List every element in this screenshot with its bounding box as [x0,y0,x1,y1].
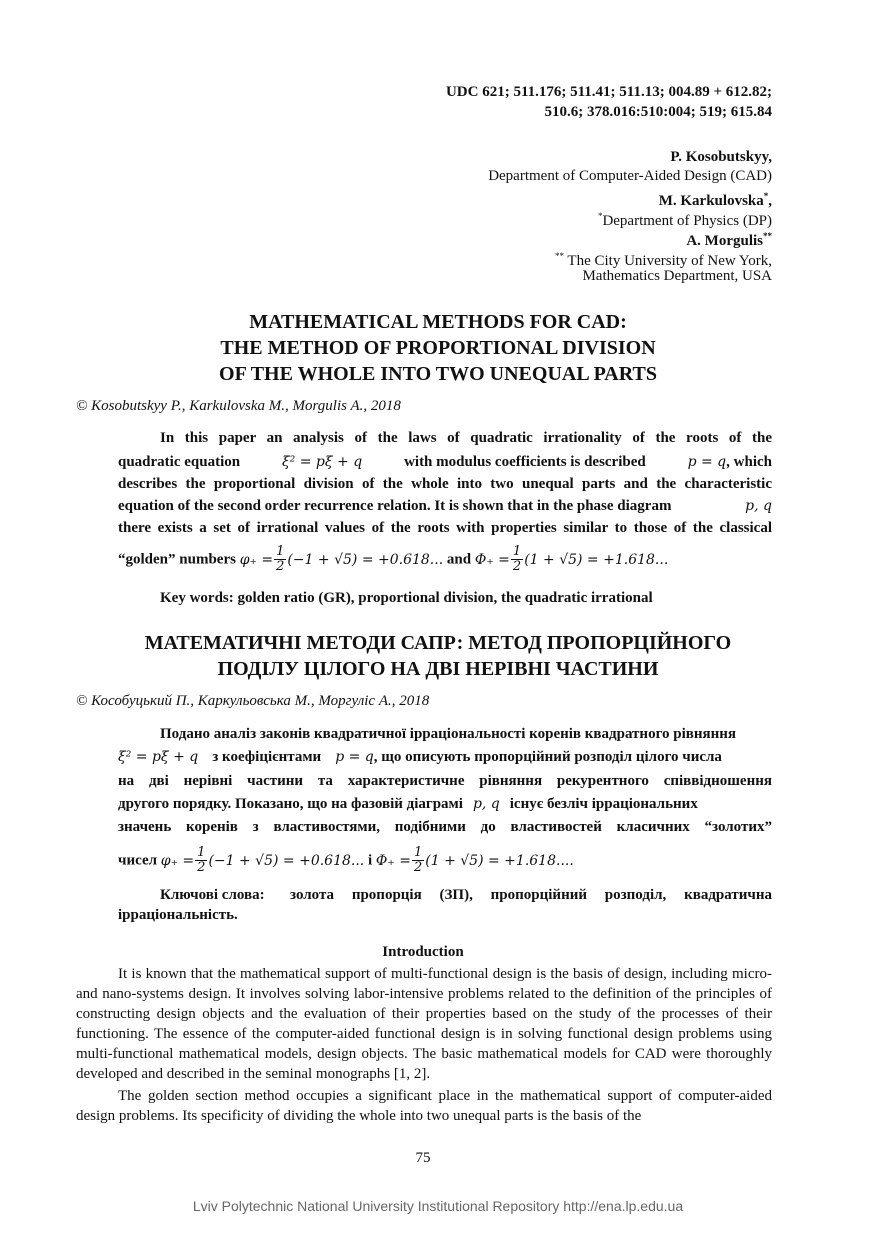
repository-footer: Lviv Polytechnic National University Institutional Repository http://ena.lp.edu.ua [192,1198,684,1214]
keywords-ua-text-2: ірраціональність. [118,907,238,923]
keywords-ua-text: золота пропорція (ЗП), пропорційний розподіл, квадратична [290,887,772,903]
author-1-affiliation: Department of Computer-Aided Design (CAD) [488,168,772,184]
title-ua-line-2: ПОДІЛУ ЦІЛОГО НА ДВІ НЕРІВНІ ЧАСТИНИ [217,658,659,680]
abstract-en-line-2: quadratic equation ξ² = pξ + q with modulus coefficients is described p = q, which [118,451,772,473]
introduction-heading: Introduction [382,944,464,960]
author-3-name: A. Morgulis** [686,231,772,249]
abstract-ua-line-5: значень коренів з властивостями, подібними до властивостей класичних “золотих” [118,819,772,835]
title-en-line-1: MATHEMATICAL METHODS FOR CAD: [249,311,627,333]
author-3-affiliation-dept: Mathematics Department, USA [582,268,772,284]
abstract-en-line-5: there exists a set of irrational values of the roots with properties similar to those of the classical [118,520,772,536]
title-ua-line-1: МАТЕМАТИЧНІ МЕТОДИ САПР: МЕТОД ПРОПОРЦІЙНОГО [144,632,732,654]
author-2-affiliation: *Department of Physics (DP) [597,211,772,229]
author-1-name: P. Kosobutskyy, [670,149,772,165]
copyright-en: © Kosobutskyy P., Karkulovska M., Morgulis A., 2018 [76,398,401,414]
Phi-plus-formula: Φ₊ = $\frac{1}{2}$ (1 + √5) = +1.618... [474,544,669,574]
quadratic-equation: ξ² = pξ + q [281,454,363,470]
abstract-ua-line-2: ξ² = pξ + q з коефіцієнтами p = q, що описують пропорційний розподіл цілого числа [118,749,722,765]
coefficient-condition: p = q [687,454,727,470]
copyright-ua: © Кособуцький П., Каркульовська М., Моргуліс А., 2018 [76,693,430,709]
phi-plus-formula: φ₊ = $\frac{1}{2}$ (−1 + √5) = +0.618... [239,544,444,574]
introduction-paragraph-1: It is known that the mathematical support of multi-functional design is the basis of design, including micro-and nano-systems design. It involves solving labor-intensive problems related to the definition of the principles of constructing design objects and the evaluation of their properties based on the study of the processes of their functioning. The essence of the computer-aided functional design is in solving functional design problems using multi-functional mathematical models, design objects. The basic mathematical models for CAD were thoroughly developed and described in the seminal monographs [1, 2]. [76,966,772,1082]
title-en-line-2: THE METHOD OF PROPORTIONAL DIVISION [220,337,656,359]
title-en-line-3: OF THE WHOLE INTO TWO UNEQUAL PARTS [219,363,657,385]
abstract-ua-line-1: Подано аналіз законів квадратичної ірраціональності коренів квадратного рівняння [160,726,737,742]
udc-line-2: 510.6; 378.016:510:004; 519; 615.84 [544,104,772,120]
udc-line-1: UDC 621; 511.176; 511.41; 511.13; 004.89 + 612.82; [445,84,772,100]
author-2-name: M. Karkulovska*, [658,191,772,209]
abstract-ua-line-6: чисел φ₊ = $\frac{1}{2}$ (−1 + √5) = +0.618... і Φ₊ = $\frac{1}{2}$ (1 + √5) = +1.618.... [118,845,574,875]
abstract-en-line-4: equation of the second order recurrence relation. It is shown that in the phase diagram p, q [118,498,772,514]
abstract-ua-line-4: другого порядку. Показано, що на фазовій діаграмі p, q існує безліч ірраціональних [118,796,698,812]
abstract-en [118,427,772,574]
keywords-ua: Ключові слова: [160,887,265,903]
abstract-en-line-3: describes the proportional division of the whole into two unequal parts and the characteristic [118,476,772,492]
abstract-ua [118,723,772,745]
author-3-affiliation: ** The City University of New York, [554,251,772,269]
introduction-paragraph-2: The golden section method occupies a significant place in the mathematical support of computer-aided design problems. Its specificity of dividing the whole into two unequal parts is the basis of the [76,1088,772,1124]
abstract-ua-line-3: на дві нерівні частини та характеристичне рівняння рекурентного співвідношення [118,773,772,789]
abstract-en-line-1: In this paper an analysis of the laws of quadratic irrationality of the roots of the [160,430,772,446]
keywords-en: Key words: golden ratio (GR), proportional division, the quadratic irrational [160,590,653,606]
page-number: 75 [415,1150,431,1166]
abstract-en-line-6: “golden” numbers φ₊ = $\frac{1}{2}$ (−1 + √5) = +0.618... and Φ₊ = $\frac{1}{2}$ (1 + √5) = +1.618... [118,544,669,574]
